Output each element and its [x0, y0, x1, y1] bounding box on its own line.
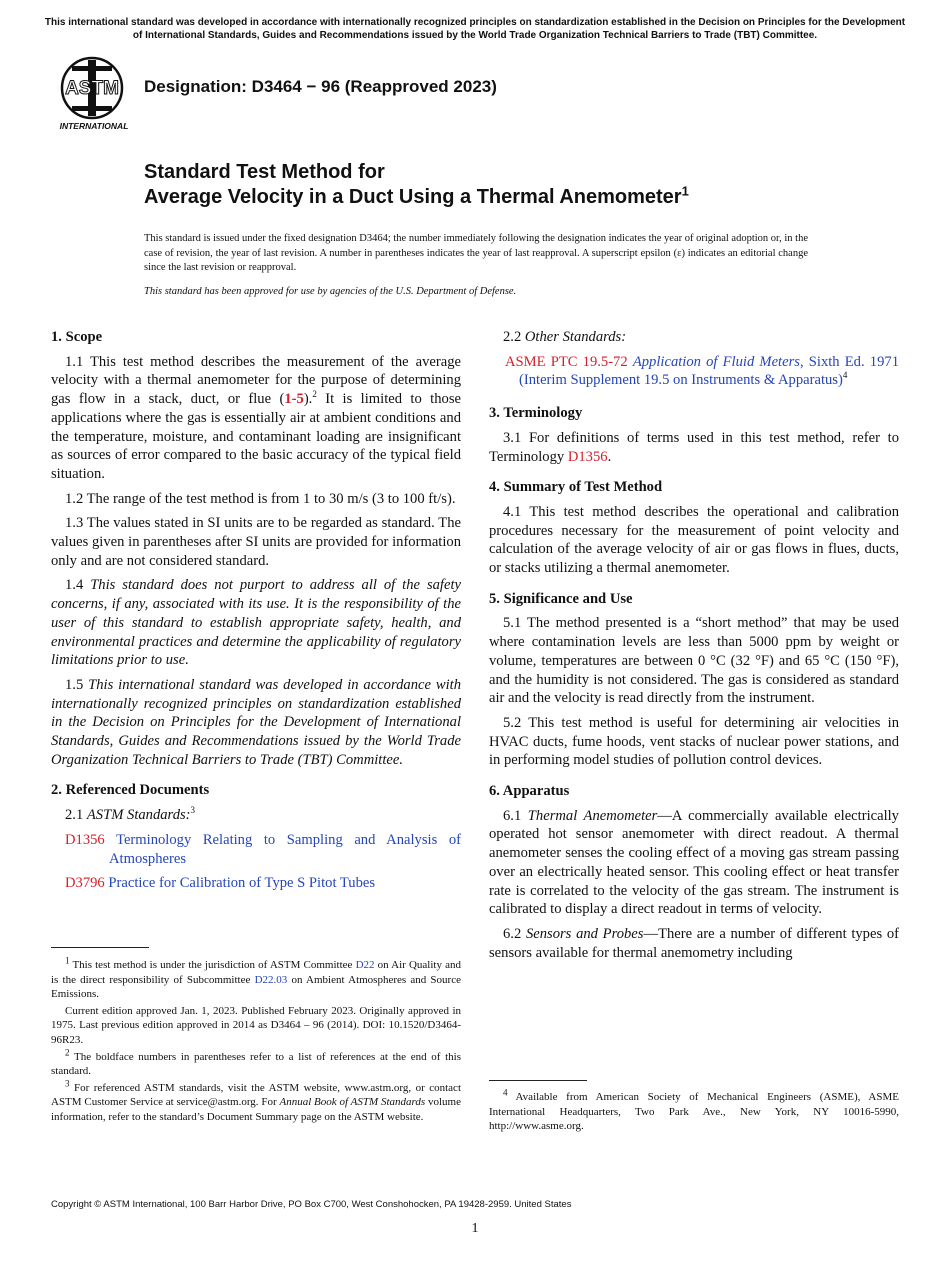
tbt-banner: This international standard was developed in accordance with internationally recognized principles on standardization established in the Decision on Principles for the Development of International Standards, Guides and Recommendations issued by the World Trade Organization Technical Barriers to Trade (TBT) Committee. [44, 17, 906, 41]
para-3-1: 3.1 For definitions of terms used in this test method, refer to Terminology D1356. [489, 429, 899, 465]
para-1-4: 1.4 This standard does not purport to address all of the safety concerns, if any, associated with its use. It is the responsibility of the user of this standard to establish appropriate safety, health, and environmental practices and determine the applicability of regulatory limitations prior to use. [51, 577, 461, 669]
para-6-2: 6.2 Sensors and Probes—There are a number of different types of sensors available for thermal anemometry including [489, 925, 899, 961]
terminology-ref-link[interactable]: D1356 [567, 448, 608, 465]
para-4-1: 4.1 This test method describes the operational and calibration procedures necessary for the measurement of point velocity and calculation of the average velocity of air or gas flows in flues, ducts, or stacks utilizing a thermal anemometer. [489, 503, 899, 577]
summary-heading: 4. Summary of Test Method [489, 479, 663, 496]
para-1-2: 1.2 The range of the test method is from 1 to 30 m/s (3 to 100 ft/s). [65, 490, 456, 507]
document-title [144, 160, 689, 210]
reference-link[interactable]: 1-5 [284, 391, 304, 408]
svg-text:ASTM: ASTM [65, 78, 119, 99]
page-number: 1 [471, 1221, 479, 1236]
para-1-1: 1.1 This test method describes the measurement of the average velocity with a thermal anemometer for the purpose of determining gas flow in a stack, duct, or flue (1-5).$^2$ It is limited to those applications where the gas is essentially air at ambient conditions and the temperature, moisture, and contaminant loading are insignificant as sources of error compared to the basic accuracy of the typical field situation. [51, 353, 461, 482]
footnote-4: $^4$ Available from American Society of Mechanical Engineers (ASME), ASME International Headquarters, Two Park Ave., New York, NY 10016-5990, http://www.asme.org. [489, 1087, 899, 1133]
designation: Designation: D3464 − 96 (Reapproved 2023) [144, 77, 497, 96]
footnote-divider-left [51, 947, 149, 948]
referenced-documents-heading: 2. Referenced Documents [51, 782, 210, 799]
terminology-heading: 3. Terminology [489, 405, 583, 422]
footnote-divider-right [489, 1080, 587, 1081]
astm-logo-mark [52, 56, 136, 132]
svg-text:INTERNATIONAL: INTERNATIONAL [59, 121, 129, 131]
para-1-3: 1.3 The values stated in SI units are to be regarded as standard. The values given in parentheses after SI units are provided for information only and are not considered standard. [51, 515, 461, 569]
para-5-2: 5.2 This test method is useful for determining air velocities in HVAC ducts, fume hoods, vent stacks of nuclear power stations, and in performing model studies of pollution control devices. [489, 714, 899, 769]
ref-d3796[interactable]: D3796 Practice for Calibration of Type S Pitot Tubes [65, 875, 376, 892]
right-column [489, 328, 899, 968]
para-2-2: 2.2 Other Standards: [503, 329, 627, 345]
scope-heading: 1. Scope [51, 329, 103, 345]
footnote-3: $^3$ For referenced ASTM standards, visit the ASTM website, www.astm.org, or contact ASTM Customer Service at service@astm.org. For Annual Book of ASTM Standards volume information, refer to the standard’s Document Summary page on the ASTM website. [51, 1078, 461, 1123]
committee-link[interactable]: D22 [355, 959, 375, 971]
footnote-2: $^2$ The boldface numbers in parentheses refer to a list of references at the end of this standard. [51, 1046, 461, 1078]
footnotes-left [51, 955, 461, 1127]
para-6-1: 6.1 Thermal Anemometer—A commercially available electrically operated hot sensor anemometer with direct readout. A thermal anemometer senses the cooling effect of a moving gas stream passing over an electrically heated sensor. This cooling effect or heat transfer rate is correlated to the velocity of the gas stream. The instrument is calibrated to display a direct readout in terms of velocity. [489, 807, 899, 918]
ref-asme-ptc[interactable]: ASME PTC 19.5-72 Application of Fluid Meters, Sixth Ed. 1971 (Interim Supplement 19.5 on Instruments & Apparatus)$^4$ [505, 353, 899, 389]
para-5-1: 5.1 The method presented is a “short method” that may be used where contamination levels are less than 5000 ppm by weight or volume, temperatures are between 0 °C (32 °F) and 65 °C (150 °F), and the humidity is not considered. The gas is considered as standard air and the velocity is read directly from the instrument. [489, 615, 899, 707]
dod-approval: This standard has been approved for use by agencies of the U.S. Department of Defense. [144, 285, 517, 297]
astm-logo [52, 56, 136, 132]
ref-d1356[interactable]: D1356 Terminology Relating to Sampling and Analysis of Atmospheres [65, 831, 461, 867]
para-2-1: 2.1 ASTM Standards:$^3$ [65, 805, 196, 824]
left-column [51, 328, 461, 899]
title-footnote-marker: 1 [681, 183, 689, 199]
title-line-2: Average Velocity in a Duct Using a Thermal Anemometer$^1$ [144, 183, 689, 208]
title-line-1: Standard Test Method for [144, 161, 385, 183]
footnote-1: $^1$ This test method is under the jurisdiction of ASTM Committee D22 on Air Quality and is the direct responsibility of Subcommittee D22.03 on Ambient Atmospheres and Source Emissions. [51, 955, 461, 1001]
significance-heading: 5. Significance and Use [489, 590, 633, 607]
notice-paragraph: This standard is issued under the fixed designation D3464; the number immediately following the designation indicates the year of original adoption or, in the case of revision, the year of last revision. A number in parentheses indicates the year of last reapproval. A superscript epsilon (ε) indicates an editorial change since the last revision or reapproval. [144, 233, 808, 274]
para-1-5: 1.5 This international standard was developed in accordance with internationally recognized principles on standardization established in the Decision on Principles for the Development of International Standards, Guides and Recommendations issued by the World Trade Organization Technical Barriers to Trade (TBT) Committee. [51, 676, 462, 768]
issuance-notice [144, 232, 808, 308]
apparatus-heading: 6. Apparatus [489, 783, 570, 800]
footnote-1-edition: Current edition approved Jan. 1, 2023. Published February 2023. Originally approved in 1975. Last previous edition approved in 2014 as D3464 – 96 (2014). DOI: 10.1520/D3464-96R23. [51, 1004, 461, 1046]
copyright: Copyright © ASTM International, 100 Barr Harbor Drive, PO Box C700, West Conshohocken, PA 19428-2959. United States [51, 1199, 572, 1210]
subcommittee-link[interactable]: D22.03 [254, 973, 288, 986]
footnotes-right [489, 1087, 899, 1136]
